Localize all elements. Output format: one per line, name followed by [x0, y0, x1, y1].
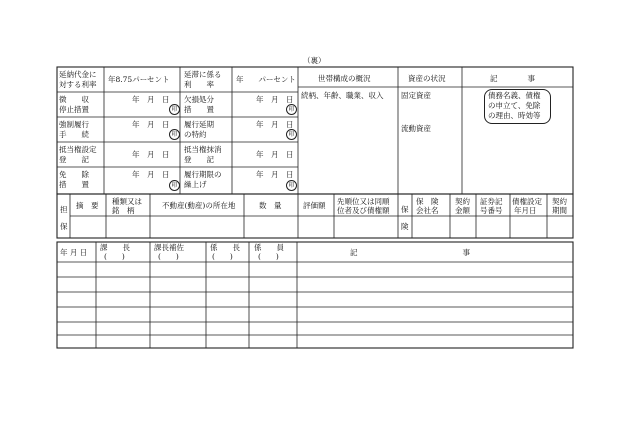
- date-3l: 年 月 日: [132, 150, 170, 159]
- row-mid-1b: 措 置: [184, 105, 214, 114]
- contract-amount-1: 契約: [455, 197, 470, 206]
- row-left-2a: 強制履行: [59, 120, 89, 129]
- seal-icon: 印: [286, 180, 297, 191]
- date-1r: 年 月 日: [256, 95, 294, 104]
- row-left-4b: 措 置: [59, 180, 89, 189]
- row-left-1b: 停止措置: [59, 105, 89, 114]
- valuation-header: 評価額: [303, 201, 326, 210]
- type-header-1: 種類又は: [112, 197, 142, 206]
- contract-period-1: 契約: [552, 197, 567, 206]
- policy-no-2: 号番号: [480, 206, 503, 215]
- record-header: 記 事: [350, 248, 470, 257]
- note-label: 記 事: [490, 74, 535, 83]
- seal-icon: 印: [169, 129, 180, 140]
- rate-value: 年8.75パーセント: [108, 75, 170, 84]
- insurance-side-2: 険: [401, 222, 409, 231]
- row-mid-4b: 繰上げ: [184, 180, 207, 189]
- assistant-header: 課長補佐: [154, 243, 184, 252]
- delay-value: 年 パーセント: [236, 75, 296, 84]
- subchief-header: 係 長: [210, 243, 240, 252]
- overview-label: 世帯構成の概況: [318, 74, 371, 83]
- contract-amount-2: 金額: [455, 206, 470, 215]
- delay-label-1: 延滞に係る: [184, 70, 222, 79]
- page-mark: （裏）: [303, 56, 326, 65]
- summary-header: 摘 要: [76, 201, 99, 210]
- type-header-2: 銘 柄: [112, 206, 135, 215]
- subchief-seal-slot: ( ): [212, 252, 233, 261]
- row-mid-4a: 履行期限の: [184, 170, 222, 179]
- date-1l: 年 月 日: [132, 95, 170, 104]
- policy-no-1: 証券記: [480, 197, 503, 206]
- note-text-3: の理由、時効等: [488, 111, 541, 120]
- row-mid-3b: 登 記: [184, 155, 214, 164]
- prior-header-2: 位者及び債権額: [337, 206, 390, 215]
- delay-label-2: 利 率: [184, 80, 214, 89]
- rate-label-1: 延納代金に: [59, 70, 97, 79]
- row-mid-3a: 抵当権抹消: [184, 145, 222, 154]
- staff-seal-slot: ( ): [258, 252, 279, 261]
- date-2l: 年 月 日: [132, 120, 170, 129]
- insurance-side-1: 保: [401, 205, 409, 214]
- assets-label: 資産の状況: [408, 74, 446, 83]
- row-mid-1a: 欠損処分: [184, 95, 214, 104]
- seal-icon: 印: [286, 104, 297, 115]
- contract-period-2: 期間: [552, 206, 567, 215]
- setup-date-2: 年月日: [514, 206, 537, 215]
- insurer-header-1: 保 険: [416, 197, 439, 206]
- seal-icon: 印: [169, 104, 180, 115]
- note-text-2: の申立て、免除: [488, 101, 541, 110]
- note-text-1: 債務名義、債権: [488, 91, 541, 100]
- overview-text: 続柄、年齢、職業、収入: [301, 91, 384, 100]
- date-4r: 年 月 日: [256, 170, 294, 179]
- chief-seal-slot: ( ): [104, 252, 125, 261]
- row-left-3b: 登 記: [59, 155, 89, 164]
- current-assets: 流動資産: [401, 124, 431, 133]
- rate-label-2: 対する利率: [59, 80, 97, 89]
- location-header: 不動産(動産)の所在地: [162, 201, 236, 210]
- row-left-3a: 抵当権設定: [59, 145, 97, 154]
- date-3r: 年 月 日: [256, 150, 294, 159]
- fixed-assets: 固定資産: [401, 91, 431, 100]
- row-mid-2a: 履行延期: [184, 120, 214, 129]
- row-left-4a: 免 除: [59, 170, 89, 179]
- row-left-2b: 手 続: [59, 130, 89, 139]
- assistant-seal-slot: ( ): [158, 252, 179, 261]
- record-date-header: 年 月 日: [60, 248, 88, 257]
- seal-icon: 印: [286, 129, 297, 140]
- collateral-side-1: 担: [60, 205, 68, 214]
- date-2r: 年 月 日: [256, 120, 294, 129]
- date-4l: 年 月 日: [132, 170, 170, 179]
- chief-header: 課 長: [100, 243, 130, 252]
- prior-header-1: 先順位又は同順: [337, 197, 390, 206]
- insurer-header-2: 会社名: [416, 206, 439, 215]
- row-left-1a: 徴 収: [59, 95, 89, 104]
- collateral-side-2: 保: [60, 222, 68, 231]
- row-mid-2b: の特約: [184, 130, 207, 139]
- staff-header: 係 員: [254, 243, 284, 252]
- seal-icon: 印: [169, 180, 180, 191]
- setup-date-1: 債権設定: [512, 197, 542, 206]
- quantity-header: 数 量: [259, 201, 282, 210]
